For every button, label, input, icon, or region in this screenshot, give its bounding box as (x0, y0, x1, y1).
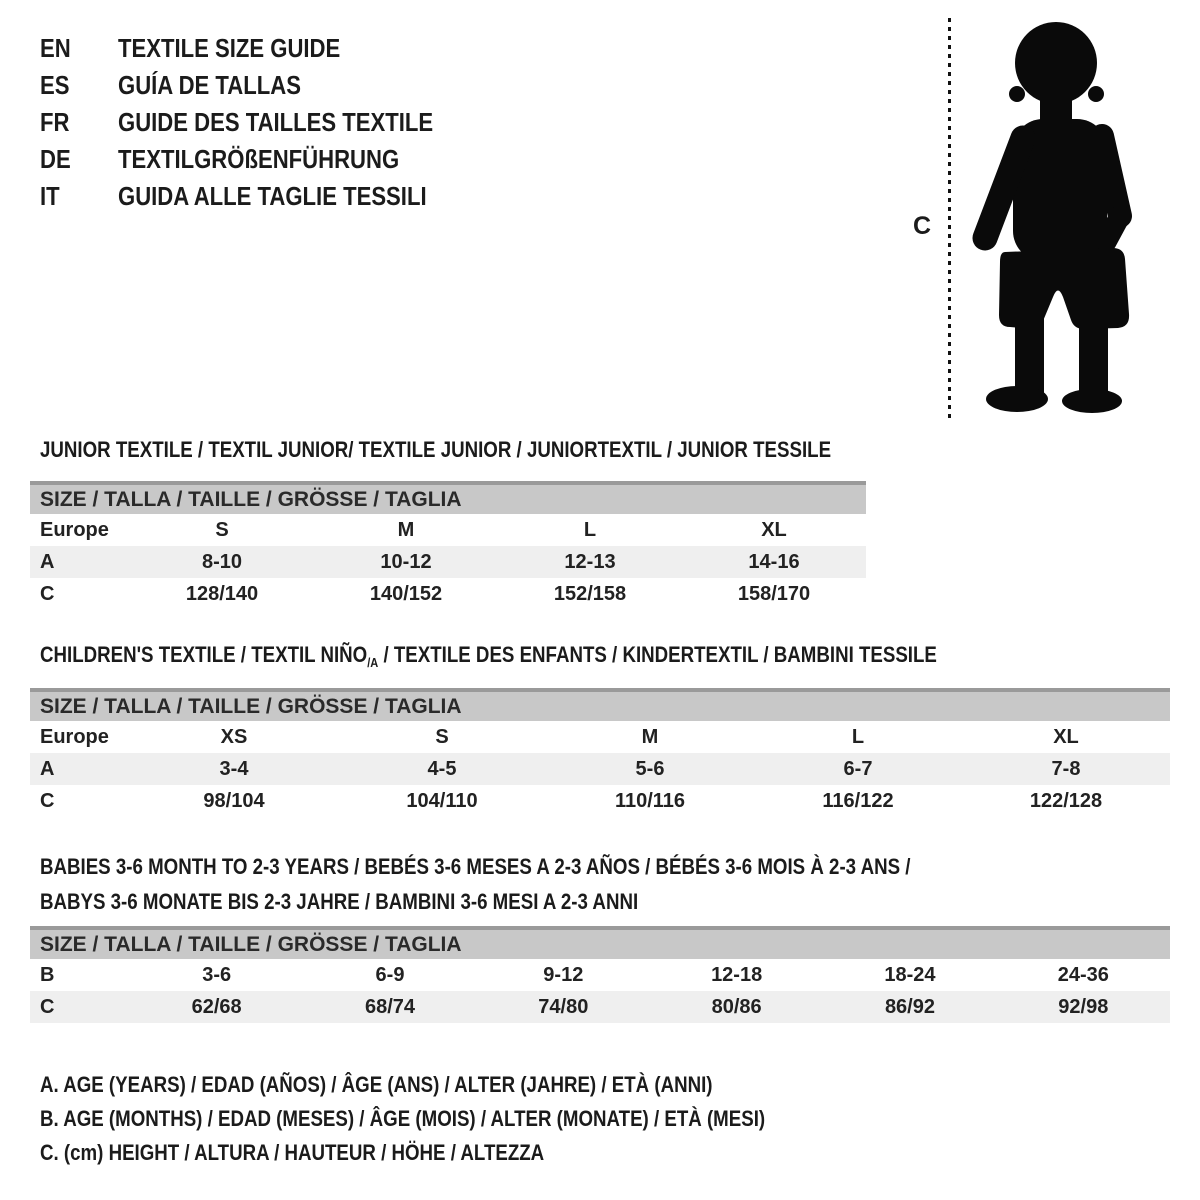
babies-size-table (30, 926, 1170, 1023)
junior-size-s: S (215, 518, 229, 541)
lang-row-de (40, 141, 489, 178)
junior-size-m: M (397, 518, 415, 541)
junior-size-xl: XL (761, 518, 787, 541)
junior-table-header-text: SIZE / TALLA / TAILLE / GRÖSSE / TAGLIA (40, 487, 462, 511)
table-cell: 80/86 (711, 995, 762, 1018)
lang-row-it (40, 178, 489, 215)
table-cell: 110/116 (614, 789, 686, 812)
children-size-m: M (641, 725, 659, 748)
children-section-title (40, 642, 1095, 670)
children-size-table (30, 688, 1170, 817)
junior-section-title-text: JUNIOR TEXTILE / TEXTIL JUNIOR/ TEXTILE JUNIOR / JUNIORTEXTIL / JUNIOR TESSILE (40, 437, 832, 462)
junior-size-table (30, 481, 866, 610)
height-measure-label: C (913, 212, 932, 240)
table-row (30, 753, 1170, 785)
table-cell: 24-36 (1057, 963, 1109, 986)
table-cell: 14-16 (748, 550, 800, 573)
table-cell: 116/122 (822, 789, 894, 812)
table-row (30, 721, 1170, 753)
table-cell: 104/110 (406, 789, 478, 812)
babies-height-row-label: C (40, 995, 55, 1018)
lang-title-de: TEXTILGRÖßENFÜHRUNG (118, 144, 400, 174)
children-size-l: L (851, 725, 865, 748)
children-size-xl: XL (1053, 725, 1079, 748)
table-row (30, 578, 866, 610)
table-cell: 98/104 (203, 789, 265, 812)
table-cell: 12-18 (711, 963, 763, 986)
table-row (30, 514, 866, 546)
table-cell: 158/170 (737, 582, 811, 605)
table-cell: 128/140 (185, 582, 259, 605)
table-cell: 68/74 (364, 995, 416, 1018)
measurement-legend (40, 1068, 893, 1170)
table-row (30, 991, 1170, 1023)
children-table-header (30, 688, 1170, 721)
table-cell: 4-5 (427, 757, 457, 780)
table-cell: 140/152 (369, 582, 443, 605)
junior-section-title (40, 437, 971, 463)
table-cell: 18-24 (884, 963, 936, 986)
table-cell: 62/68 (191, 995, 242, 1018)
table-cell: 122/128 (1029, 789, 1103, 812)
legend-age-months: B. AGE (MONTHS) / EDAD (MESES) / ÂGE (MOIS) / ALTER (MONATE) / ETÀ (MESI) (40, 1106, 766, 1131)
table-cell: 92/98 (1058, 995, 1109, 1018)
lang-row-fr (40, 104, 489, 141)
legend-age-years: A. AGE (YEARS) / EDAD (AÑOS) / ÂGE (ANS) / ALTER (JAHRE) / ETÀ (ANNI) (40, 1072, 713, 1097)
children-size-xs: XS (220, 725, 248, 748)
children-height-row-label: C (40, 789, 55, 812)
babies-section-title (40, 849, 1064, 919)
table-cell: 10-12 (380, 550, 432, 573)
babies-months-row-label: B (40, 963, 55, 986)
children-europe-row-label: Europe (40, 725, 109, 748)
table-cell: 7-8 (1051, 757, 1081, 780)
table-cell: 8-10 (201, 550, 243, 573)
lang-code-en: EN (40, 33, 71, 63)
lang-code-es: ES (40, 70, 70, 100)
children-title-rest: / TEXTILE DES ENFANTS / KINDERTEXTIL / BAMBINI TESSILE (378, 642, 937, 667)
toddler-silhouette-image (953, 16, 1143, 416)
table-cell: 86/92 (884, 995, 935, 1018)
height-measure-dashed-line (948, 18, 951, 418)
table-cell: 3-6 (202, 963, 232, 986)
table-cell: 3-4 (219, 757, 249, 780)
junior-height-row-label: C (40, 582, 55, 605)
children-table-header-text: SIZE / TALLA / TAILLE / GRÖSSE / TAGLIA (40, 694, 462, 718)
junior-age-row-label: A (40, 550, 55, 573)
junior-table-header (30, 481, 866, 514)
table-row (30, 959, 1170, 991)
babies-table-header (30, 926, 1170, 959)
children-title-main: CHILDREN'S TEXTILE / TEXTIL NIÑO (40, 642, 368, 667)
table-cell: 6-9 (375, 963, 405, 986)
lang-title-it: GUIDA ALLE TAGLIE TESSILI (118, 181, 427, 211)
table-row (30, 785, 1170, 817)
children-title-subscript: /A (367, 655, 379, 670)
legend-height-cm: C. (cm) HEIGHT / ALTURA / HAUTEUR / HÖHE / ALTEZZA (40, 1140, 545, 1165)
junior-size-l: L (583, 518, 597, 541)
lang-code-fr: FR (40, 107, 70, 137)
babies-table-header-text: SIZE / TALLA / TAILLE / GRÖSSE / TAGLIA (40, 932, 462, 956)
children-size-s: S (435, 725, 449, 748)
table-cell: 9-12 (543, 963, 584, 986)
lang-code-de: DE (40, 144, 71, 174)
table-row (30, 546, 866, 578)
babies-title-line2: BABYS 3-6 MONATE BIS 2-3 JAHRE / BAMBINI 3-6 MESI A 2-3 ANNI (40, 889, 639, 914)
children-age-row-label: A (40, 757, 55, 780)
table-cell: 152/158 (553, 582, 627, 605)
babies-title-line1: BABIES 3-6 MONTH TO 2-3 YEARS / BEBÉS 3-6 MESES A 2-3 AÑOS / BÉBÉS 3-6 MOIS À 2-3 ANS / (40, 854, 911, 879)
children-section-title-text (40, 642, 937, 670)
lang-title-es: GUÍA DE TALLAS (118, 70, 301, 100)
table-cell: 74/80 (538, 995, 589, 1018)
table-cell: 12-13 (564, 550, 616, 573)
lang-title-en: TEXTILE SIZE GUIDE (118, 33, 341, 63)
lang-row-en (40, 30, 489, 67)
language-title-list (40, 30, 489, 215)
junior-europe-row-label: Europe (40, 518, 109, 541)
table-cell: 6-7 (843, 757, 873, 780)
table-cell: 5-6 (635, 757, 665, 780)
lang-row-es (40, 67, 489, 104)
lang-title-fr: GUIDE DES TAILLES TEXTILE (118, 107, 434, 137)
lang-code-it: IT (40, 181, 60, 211)
